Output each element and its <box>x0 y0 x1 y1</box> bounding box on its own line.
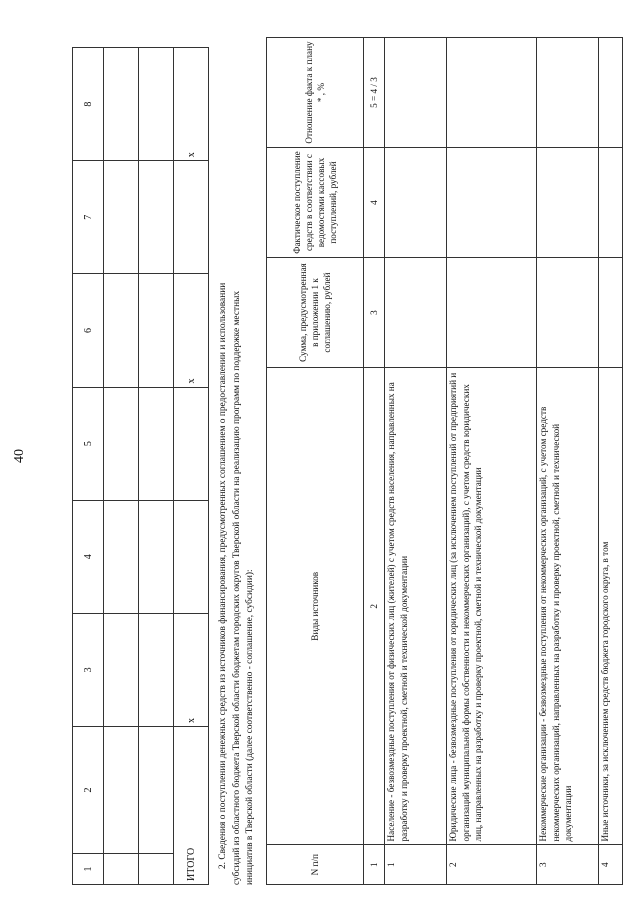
row-source-text: Некоммерческие организации - безвозмездные поступления от некоммерческих организаций, с учетом средств некоммерческих организаций, направленных на разработку и проверку проектной, сметной и технической документации <box>537 368 599 845</box>
col-header-2: 2 <box>73 727 104 854</box>
col-header-number: N п/п <box>267 845 364 885</box>
page-number: 40 <box>12 449 27 463</box>
row-number: 2 <box>447 845 537 885</box>
table-cell <box>599 258 623 368</box>
table-cell <box>139 48 174 161</box>
table-row <box>537 38 599 885</box>
table-cell <box>537 258 599 368</box>
table-cell <box>385 38 447 148</box>
table-cell <box>599 38 623 148</box>
col-header-8: 8 <box>73 48 104 161</box>
col-header-planned-sum: Сумма, предусмотренная в приложении 1 к соглашению, рублей <box>267 258 364 368</box>
row-source-text: Юридические лица - безвозмездные поступления от юридических лиц (за исключением поступлений от предприятий и организаций муниципальной формы собственности и некоммерческих организаций), с учетом средств юридических лиц, направленных на разработку и проверку проектной, сметной и технической документации <box>447 368 537 845</box>
row-number: 4 <box>599 845 623 885</box>
table-cell <box>104 854 139 885</box>
table-cell <box>104 613 139 726</box>
table-header-row <box>267 38 364 885</box>
col-header-1: 1 <box>73 854 104 885</box>
table-cell <box>139 613 174 726</box>
table-cell <box>104 161 139 274</box>
total-x-8: x <box>174 48 209 161</box>
table-cell <box>139 161 174 274</box>
table-cell <box>104 727 139 854</box>
table-cell <box>385 258 447 368</box>
col-number-2: 2 <box>364 368 385 845</box>
table-cell <box>537 148 599 258</box>
table-cell <box>385 148 447 258</box>
table-cell <box>174 387 209 500</box>
total-x-3: x <box>174 613 209 726</box>
col-number-1: 1 <box>364 845 385 885</box>
table-cell <box>174 500 209 613</box>
table-cell <box>599 148 623 258</box>
table-cell <box>447 258 537 368</box>
table-cell <box>104 500 139 613</box>
col-number-3: 3 <box>364 258 385 368</box>
table-cell <box>104 274 139 387</box>
col-header-7: 7 <box>73 161 104 274</box>
row-number: 3 <box>537 845 599 885</box>
table-cell <box>139 274 174 387</box>
paragraph-line-3: инициатив в Тверской области (далее соответственно - соглашение, субсидии): <box>245 569 255 885</box>
table-header-row <box>73 48 104 885</box>
table-cell <box>104 48 139 161</box>
sources-table <box>266 37 623 885</box>
col-header-actual-receipt: Фактическое поступление средств в соответствии с ведомостями кассовых поступлений, рублей <box>267 148 364 258</box>
col-header-source-type: Виды источников <box>267 368 364 845</box>
table-cell <box>104 387 139 500</box>
table-row <box>385 38 447 885</box>
col-header-4: 4 <box>73 500 104 613</box>
table-row <box>599 38 623 885</box>
table-row <box>104 48 139 885</box>
table-cell <box>139 387 174 500</box>
row-source-text: Иные источники, за исключением средств бюджета городского округа, в том <box>599 368 623 845</box>
table-cell <box>447 38 537 148</box>
table-row <box>447 38 537 885</box>
col-header-3: 3 <box>73 613 104 726</box>
row-number: 1 <box>385 845 447 885</box>
table-cell <box>139 500 174 613</box>
col-header-5: 5 <box>73 387 104 500</box>
total-row <box>174 48 209 885</box>
summary-table <box>72 47 209 885</box>
col-number-4: 4 <box>364 148 385 258</box>
column-numbers-row <box>364 38 385 885</box>
col-header-ratio: Отношение факта к плану * , % <box>267 38 364 148</box>
table-cell <box>139 854 174 885</box>
paragraph-line-2: субсидий из областного бюджета Тверской области бюджетам городских округов Тверской области на реализацию программ по поддержке местных <box>231 290 242 885</box>
table-cell <box>447 148 537 258</box>
total-label: ИТОГО <box>174 727 209 885</box>
table-cell <box>174 161 209 274</box>
col-number-5: 5 = 4 / 3 <box>364 38 385 148</box>
table-cell <box>537 38 599 148</box>
paragraph-line-1: 2. Сведения о поступлении денежных средств из источников финансирования, предусмотренных соглашением о предоставлении и использовании <box>218 282 228 869</box>
total-x-6: x <box>174 274 209 387</box>
table-cell <box>139 727 174 854</box>
col-header-6: 6 <box>73 274 104 387</box>
section-paragraph <box>217 43 258 885</box>
table-row <box>139 48 174 885</box>
row-source-text: Население - безвозмездные поступления от физических лиц (жителей) с учетом средств населения, направленных на разработку и проверку проектной, сметной и технической документации <box>385 368 447 845</box>
